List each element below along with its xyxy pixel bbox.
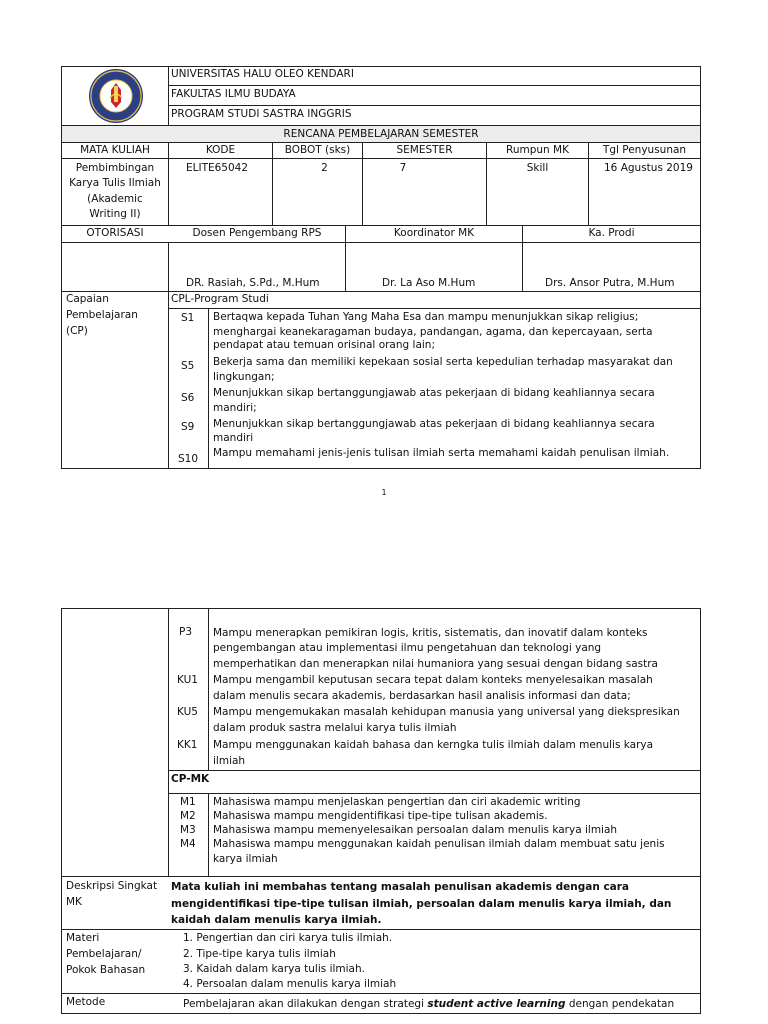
- header-cluster: Rumpun MK: [506, 144, 569, 156]
- cp-label-line: Capaian: [66, 293, 109, 305]
- course-name-line: (Akademic: [87, 193, 143, 205]
- program-name: PROGRAM STUDI SASTRA INGGRIS: [171, 108, 352, 120]
- cpl-text-line: mandiri;: [213, 402, 257, 414]
- cpl-text-line: Menunjukkan sikap bertanggungjawab atas pekerjaan di bidang keahliannya secara: [213, 387, 655, 399]
- cpl-text-line: Mampu menggunakan kaidah bahasa dan kerngka tulis ilmiah dalam menulis karya: [213, 739, 654, 751]
- cpmk-code: M2: [180, 810, 196, 822]
- course-semester: 7: [399, 162, 407, 174]
- cpl-text-line: dalam menulis secara akademis, berdasarkan hasil analisis informasi dan data;: [213, 690, 631, 702]
- cpl-code: KU5: [177, 706, 198, 718]
- description-line: mengidentifikasi tipe-tipe tulisan ilmiah, persoalan dalam menulis karya ilmiah, dan: [171, 898, 672, 910]
- cpl-text-line: Mampu mengambil keputusan secara tepat dalam konteks menyelesaikan masalah: [213, 674, 653, 686]
- course-name-line: Pembimbingan: [75, 162, 155, 174]
- cpl-text-line: dalam produk sastra melalui karya tulis ilmiah: [213, 722, 457, 734]
- cpmk-text-line: karya ilmiah: [213, 853, 278, 865]
- cpmk-code: M4: [180, 838, 196, 850]
- authorization-label: OTORISASI: [86, 227, 144, 239]
- method-text-strategy: student active learning: [427, 998, 566, 1010]
- cpmk-text-line: Mahasiswa mampu mengidentifikasi tipe-tipe tulisan akademis.: [213, 810, 548, 822]
- cpl-code: S5: [181, 360, 195, 372]
- header-course: MATA KULIAH: [80, 144, 150, 156]
- cpmk-text-line: Mahasiswa mampu memenyelesaikan persoalan dalam menulis karya ilmiah: [213, 824, 618, 836]
- cpl-text-line: Mampu menerapkan pemikiran logis, kritis, sistematis, dan inovatif dalam konteks: [213, 627, 648, 639]
- course-code: ELITE65042: [186, 162, 249, 174]
- faculty-name: FAKULTAS ILMU BUDAYA: [171, 88, 296, 100]
- materials-item: 1. Pengertian dan ciri karya tulis ilmiah.: [183, 932, 393, 944]
- materials-item: 3. Kaidah dalam karya tulis ilmiah.: [183, 963, 365, 975]
- cpmk-code: M3: [180, 824, 196, 836]
- cpl-code: S6: [181, 392, 195, 404]
- cpmk-code: M1: [180, 796, 196, 808]
- cpmk-header: CP-MK: [171, 773, 210, 785]
- cpl-text-line: pengembangan atau implementasi ilmu pengetahuan dan teknologi yang: [213, 642, 602, 654]
- header-code: KODE: [205, 144, 236, 156]
- cpl-text-line: Bertaqwa kepada Tuhan Yang Maha Esa dan mampu menunjukkan sikap religius;: [213, 311, 639, 323]
- cpl-code: KK1: [177, 739, 198, 751]
- header-credit: BOBOT (sks): [284, 144, 351, 156]
- cp-label-line: (CP): [66, 325, 88, 337]
- cpl-text-line: memperhatikan dan menerapkan nilai humaniora yang sesuai dengan bidang sastra: [213, 658, 658, 670]
- method-text: [183, 997, 674, 1011]
- course-cluster: Skill: [526, 162, 549, 174]
- materials-label-line: Pembelajaran/: [66, 948, 142, 960]
- cpl-text-line: mandiri: [213, 432, 254, 444]
- page-number: 1: [381, 488, 387, 497]
- cpl-text-line: lingkungan;: [213, 371, 275, 383]
- method-text-post: dengan pendekatan: [565, 998, 675, 1010]
- cpl-text-line: Mampu mengemukakan masalah kehidupan manusia yang universal yang diekspresikan: [213, 706, 680, 718]
- header-date: Tgl Penyusunan: [602, 144, 687, 156]
- cp-label-line: Pembelajaran: [66, 309, 138, 321]
- course-name-line: Writing II): [89, 208, 141, 220]
- course-credit: 2: [321, 162, 328, 174]
- materials-item: 2. Tipe-tipe karya tulis ilmiah: [183, 948, 336, 960]
- method-text-pre: Pembelajaran akan dilakukan dengan strategi: [183, 998, 428, 1010]
- cpl-text-line: ilmiah: [213, 755, 246, 767]
- materials-label-line: Pokok Bahasan: [66, 964, 146, 976]
- cpl-code: S9: [181, 421, 195, 433]
- cpl-text-line: pendapat atau temuan orisinal orang lain;: [213, 339, 435, 351]
- materials-item: 4. Persoalan dalam menulis karya ilmiah: [183, 978, 397, 990]
- developer-label: Dosen Pengembang RPS: [192, 227, 322, 239]
- materials-label-line: Materi: [66, 932, 100, 944]
- cpl-text-line: Mampu memahami jenis-jenis tulisan ilmiah serta memahami kaidah penulisan ilmiah.: [213, 447, 670, 459]
- coordinator-label: Koordinator MK: [393, 227, 475, 239]
- cpl-code: S1: [181, 312, 195, 324]
- description-line: Mata kuliah ini membahas tentang masalah penulisan akademis dengan cara: [171, 881, 630, 893]
- description-line: kaidah dalam menulis karya ilmiah.: [171, 914, 382, 926]
- university-name: UNIVERSITAS HALU OLEO KENDARI: [171, 68, 354, 80]
- description-label-line: Deskripsi Singkat: [66, 880, 158, 892]
- head-name: Drs. Ansor Putra, M.Hum: [545, 277, 675, 289]
- cpmk-text-line: Mahasiswa mampu menggunakan kaidah penulisan ilmiah dalam membuat satu jenis: [213, 838, 665, 850]
- course-name-line: Karya Tulis Ilmiah: [69, 177, 161, 189]
- cpl-text-line: menghargai keanekaragaman budaya, pandangan, agama, dan kepercayaan, serta: [213, 326, 653, 338]
- header-semester: SEMESTER: [396, 144, 453, 156]
- course-date: 16 Agustus 2019: [604, 162, 693, 174]
- description-label-line: MK: [66, 896, 82, 908]
- cpl-code: P3: [179, 626, 193, 638]
- cpl-code: KU1: [177, 674, 198, 686]
- document-title: RENCANA PEMBELAJARAN SEMESTER: [283, 128, 479, 140]
- cpl-header: CPL-Program Studi: [171, 293, 269, 305]
- head-label: Ka. Prodi: [588, 227, 635, 239]
- method-label: Metode: [66, 996, 106, 1008]
- cpl-text-line: Bekerja sama dan memiliki kepekaan sosial serta kepedulian terhadap masyarakat dan: [213, 356, 673, 368]
- cpl-text-line: Menunjukkan sikap bertanggungjawab atas pekerjaan di bidang keahliannya secara: [213, 418, 655, 430]
- cpmk-text-line: Mahasiswa mampu menjelaskan pengertian dan ciri akademic writing: [213, 796, 581, 808]
- developer-name: DR. Rasiah, S.Pd., M.Hum: [186, 277, 320, 289]
- cpl-code: S10: [178, 453, 199, 465]
- coordinator-name: Dr. La Aso M.Hum: [382, 277, 476, 289]
